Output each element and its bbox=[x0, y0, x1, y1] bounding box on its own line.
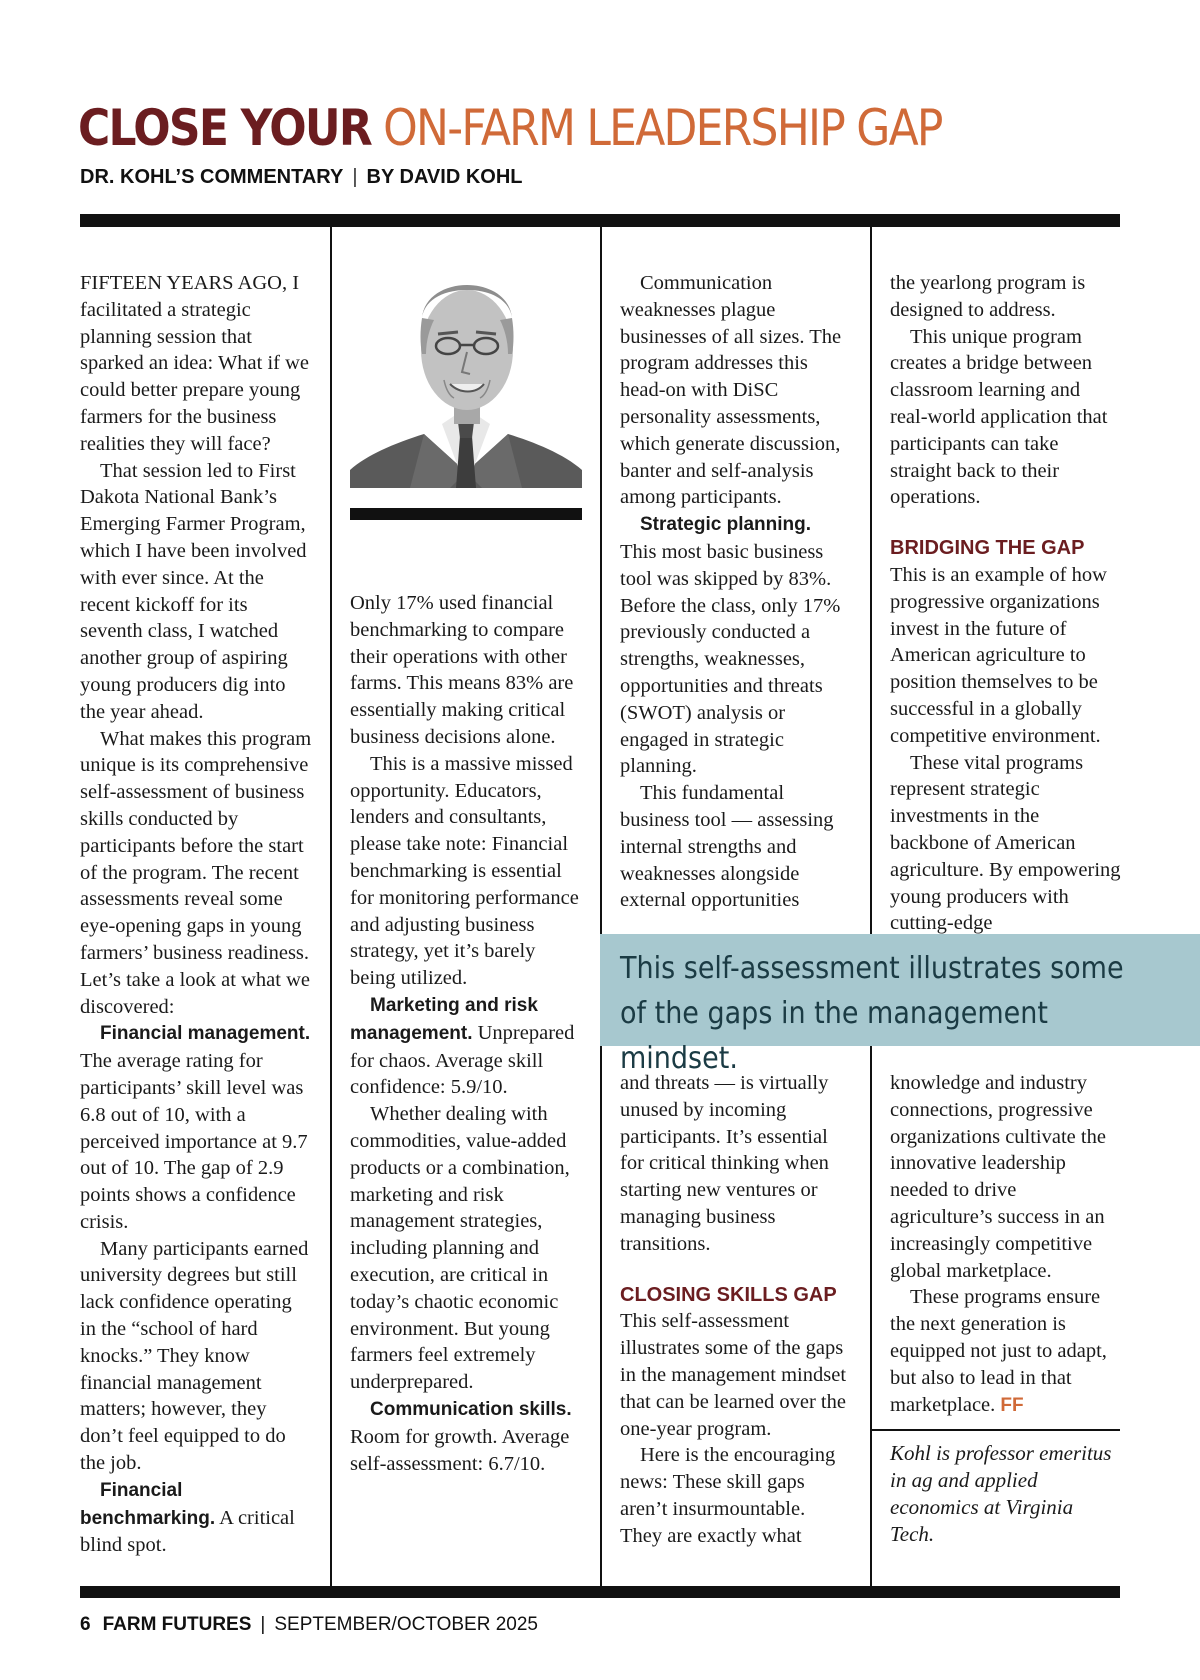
issue-date: SEPTEMBER/OCTOBER 2025 bbox=[274, 1614, 538, 1635]
column-1 bbox=[80, 270, 312, 1559]
paragraph: Only 17% used financial benchmarking to compare their operations with other farms. This means 83% are essentially making critical business decisions alone. bbox=[350, 592, 574, 748]
paragraph-text: A critical blind spot. bbox=[80, 1506, 295, 1557]
paragraph bbox=[890, 1284, 1122, 1419]
paragraph: This fundamental business tool — assessing internal strengths and weaknesses alongside external opportunities bbox=[620, 782, 834, 912]
byline-author: BY DAVID KOHL bbox=[366, 166, 523, 188]
paragraph-text: The average rating for participants’ skill level was 6.8 out of 10, with a perceived importance at 9.7 out of 10. The gap of 2.9 points shows a confidence crisis. bbox=[80, 1050, 308, 1233]
byline-section: DR. KOHL’S COMMENTARY bbox=[80, 166, 344, 188]
paragraph: This is an example of how progressive organizations invest in the future of American agriculture to position themselves to be successful in a globally competitive environment. bbox=[890, 563, 1107, 747]
column-divider bbox=[870, 227, 872, 1586]
paragraph-text: These programs ensure the next generation is equipped not just to adapt, but also to lead in that marketplace. bbox=[890, 1286, 1107, 1416]
bottom-rule bbox=[80, 1586, 1120, 1598]
subhead: BRIDGING THE GAP bbox=[890, 537, 1085, 560]
headline bbox=[78, 92, 942, 164]
column-4-bottom bbox=[890, 1070, 1122, 1419]
paragraph: These vital programs represent strategic investments in the backbone of American agriculture. By empowering young producers with cutting-edge bbox=[890, 751, 1121, 935]
page-number: 6 bbox=[80, 1614, 91, 1635]
paragraph bbox=[350, 992, 585, 1101]
lead-in: Strategic planning. bbox=[640, 514, 812, 536]
paragraph-text: Room for growth. Average self-assessment: 6.7/10. bbox=[350, 1425, 570, 1475]
page-footer bbox=[80, 1614, 538, 1636]
pull-quote-text: This self-assessment illustrates some of the gaps in the management mindset. bbox=[620, 951, 1124, 1076]
paragraph: Here is the encouraging news: These skill gaps aren’t insurmountable. They are exactly what bbox=[620, 1444, 836, 1547]
column-divider bbox=[330, 227, 332, 1586]
paragraph: That session led to First Dakota National Bank’s Emerging Farmer Program, which I have been involved with ever since. At the recent kickoff for its seventh class, I watched another group of aspiring young producers dig into the year ahead. bbox=[80, 459, 307, 723]
paragraph: knowledge and industry connections, progressive organizations cultivate the innovative leadership needed to drive agriculture’s success in an increasingly competitive global marketplace. bbox=[890, 1072, 1106, 1282]
paragraph: This unique program creates a bridge between classroom learning and real-world application that participants can take straight back to their operations. bbox=[890, 325, 1108, 509]
lead-in: Communication skills. bbox=[370, 1398, 572, 1420]
footer-separator: | bbox=[260, 1614, 266, 1635]
paragraph bbox=[80, 1020, 312, 1235]
paragraph: What makes this program unique is its comprehensive self-assessment of business skills conducted by participants before the start of the program. The recent assessments reveal some eye-opening gaps in young farmers’ business readiness. Let’s take a look at what we discovered: bbox=[80, 727, 312, 1018]
column-2 bbox=[350, 590, 585, 1477]
paragraph: FIFTEEN YEARS AGO, I facilitated a strategic planning session that sparked an idea: What if we could better prepare young farmers for the business realities they will face? bbox=[80, 272, 310, 455]
lead-in: Marketing and risk management. bbox=[350, 994, 538, 1044]
paragraph: Many participants earned university degrees but still lack confidence operating in the “school of hard knocks.” They know financial management matters; however, they don’t feel equipped to do the job. bbox=[80, 1237, 309, 1475]
column-divider bbox=[600, 227, 602, 1586]
paragraph: This self-assessment illustrates some of the gaps in the management mindset that can be learned over the one-year program. bbox=[620, 1310, 847, 1440]
portrait-illustration bbox=[350, 258, 582, 556]
paragraph: This is a massive missed opportunity. Educators, lenders and consultants, please take note: Financial benchmarking is essential for monitoring performance and adjusting business strategy, yet it’s barely being utilized. bbox=[350, 752, 579, 990]
byline bbox=[80, 166, 522, 189]
lead-in: Financial management. bbox=[100, 1023, 311, 1045]
headline-bold: CLOSE YOUR bbox=[78, 99, 371, 157]
paragraph-text: Unprepared for chaos. Average skill confidence: 5.9/10. bbox=[350, 1021, 575, 1099]
lead-in: Financial benchmarking. bbox=[80, 1479, 216, 1529]
paragraph: Communication weaknesses plague businesses of all sizes. The program addresses this head-on with DiSC personality assessments, which generate discussion, banter and self-analysis among participants. bbox=[620, 272, 842, 509]
byline-separator: | bbox=[352, 166, 358, 188]
paragraph bbox=[350, 1396, 585, 1477]
paragraph-text: This most basic business tool was skipped by 83%. Before the class, only 17% previously conducted a strengths, weaknesses, opportunities and threats (SWOT) analysis or engaged in strategic planning. bbox=[620, 540, 841, 778]
bio-rule bbox=[872, 1429, 1120, 1431]
author-bio: Kohl is professor emeritus in ag and applied economics at Virginia Tech. bbox=[890, 1441, 1112, 1546]
column-3-top bbox=[620, 270, 852, 914]
paragraph: and threats — is virtually unused by incoming participants. It’s essential for critical thinking when starting new ventures or managing business transitions. bbox=[620, 1072, 829, 1255]
subhead: CLOSING SKILLS GAP bbox=[620, 1283, 837, 1306]
author-portrait bbox=[350, 258, 582, 556]
column-4-top bbox=[890, 270, 1122, 937]
pull-quote bbox=[600, 934, 1200, 1076]
paragraph bbox=[620, 511, 852, 780]
column-3-bottom bbox=[620, 1070, 852, 1550]
top-rule bbox=[80, 214, 1120, 227]
paragraph: the yearlong program is designed to address. bbox=[890, 272, 1086, 321]
paragraph: Whether dealing with commodities, value-added products or a combination, marketing and risk management strategies, including planning and execution, are critical in today’s chaotic economic environment. But young farmers feel extremely underprepared. bbox=[350, 1103, 570, 1394]
headline-light: ON-FARM LEADERSHIP GAP bbox=[383, 99, 942, 157]
end-mark: FF bbox=[1000, 1394, 1024, 1416]
magazine-name: FARM FUTURES bbox=[102, 1614, 252, 1635]
paragraph bbox=[80, 1477, 312, 1559]
